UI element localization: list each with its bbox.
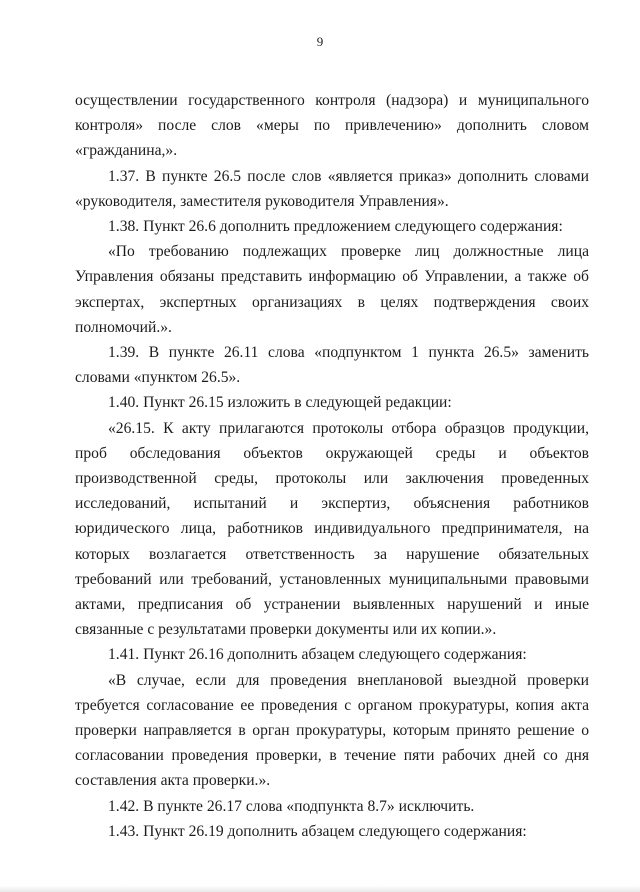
paragraph-1-40: 1.40. Пункт 26.15 изложить в следующей редакции: bbox=[108, 394, 452, 412]
paragraph-quote-26-16: «В случае, если для проведения внеплановой выездной проверки требуется согласование ее проведения с органом прокуратуры, копия акта проверки направляется в орган прокуратуры, которым принято решение о согласовании проведения проверки, в течение пяти рабочих дней со дня составления акта проверки.». bbox=[75, 671, 589, 790]
page-number: 9 bbox=[316, 34, 324, 49]
scan-bottom-edge bbox=[0, 886, 640, 892]
paragraph-continuation: осуществлении государственного контроля (надзора) и муниципального контроля» после слов «меры по привлечению» дополнить словом «гражданина,». bbox=[75, 92, 589, 160]
document-body bbox=[75, 88, 589, 844]
paragraph-1-39: 1.39. В пункте 26.11 слова «подпунктом 1 пункта 26.5» заменить словами «пунктом 26.5». bbox=[75, 344, 589, 387]
paragraph-quote-26-6: «По требованию подлежащих проверке лиц должностные лица Управления обязаны представить информацию об Управлении, а также об экспертах, экспертных организациях в целях подтверждения своих полномочий.». bbox=[75, 243, 589, 336]
paragraph-1-38: 1.38. Пункт 26.6 дополнить предложением следующего содержания: bbox=[108, 218, 563, 236]
paragraph-quote-26-15: «26.15. К акту прилагаются протоколы отбора образцов продукции, проб обследования объектов окружающей среды и объектов производственной среды, протоколы или заключения проведенных исследований, испытаний и экспертиз, объяснения работников юридического лица, работников индивидуального предпринимателя, на которых возлагается ответственность за нарушение обязательных требований или требований, установленных муниципальными правовыми актами, предписания об устранении выявленных нарушений и иные связанные с результатами проверки документы или их копии.». bbox=[75, 419, 589, 639]
paragraph-1-42: 1.42. В пункте 26.17 слова «подпункта 8.7» исключить. bbox=[108, 797, 475, 815]
paragraph-1-43: 1.43. Пункт 26.19 дополнить абзацем следующего содержания: bbox=[108, 822, 527, 840]
paragraph-1-37: 1.37. В пункте 26.5 после слов «является приказ» дополнить словами «руководителя, заместителя руководителя Управления». bbox=[75, 167, 589, 210]
paragraph-1-41: 1.41. Пункт 26.16 дополнить абзацем следующего содержания: bbox=[108, 646, 527, 664]
